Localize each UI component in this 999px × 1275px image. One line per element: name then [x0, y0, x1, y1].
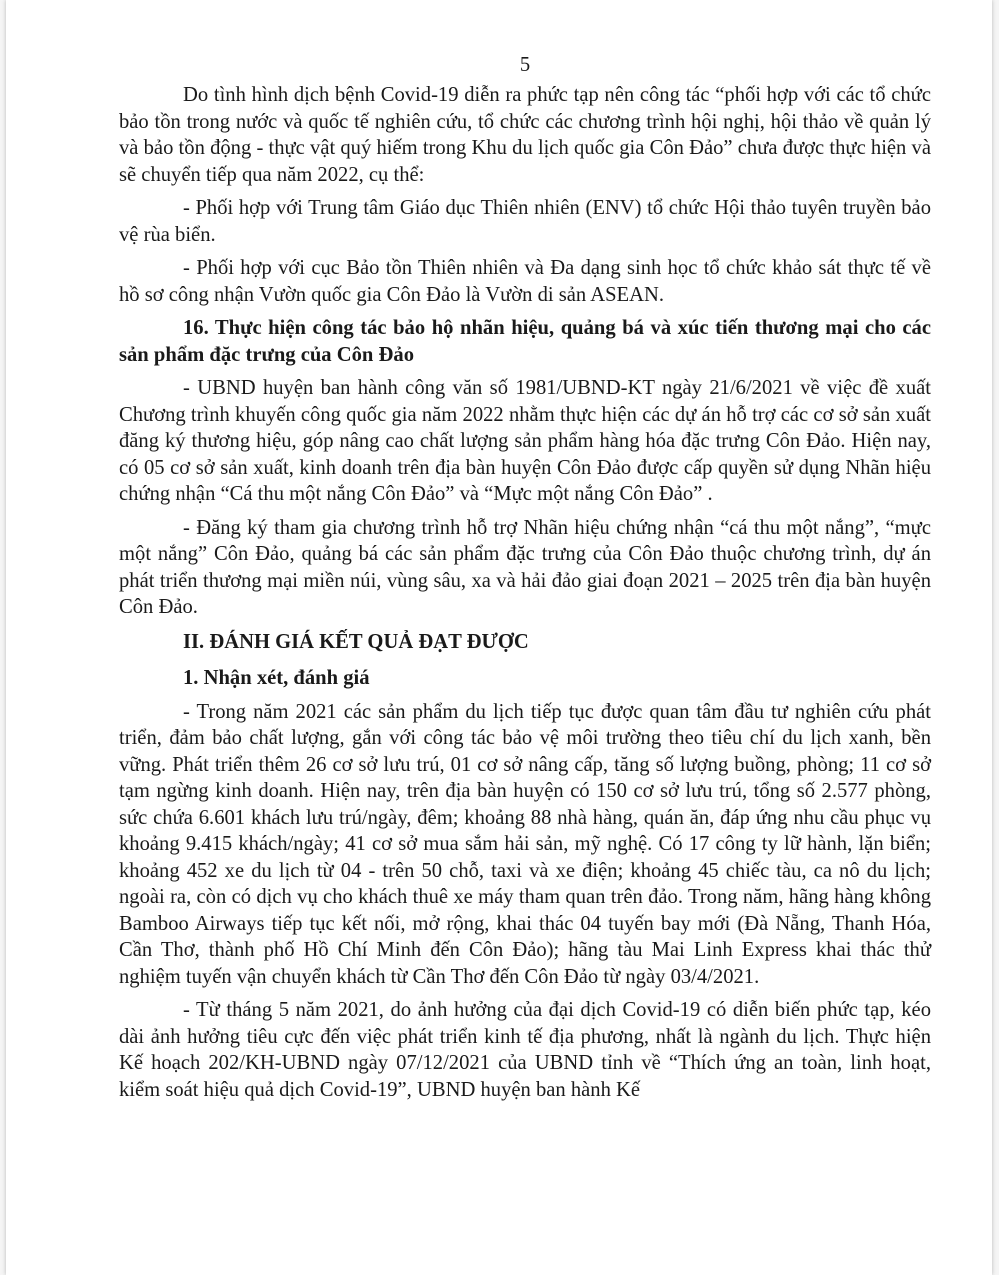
paragraph-tourism-products: - Trong năm 2021 các sản phẩm du lịch tiếp tục được quan tâm đầu tư nghiên cứu phát triển, đảm bảo chất lượng, gắn với công tác bảo vệ môi trường theo tiêu chí du lịch xanh, bền vững. Phát triển thêm 26 cơ sở lưu trú, 01 cơ sở nâng cấp, tăng số lượng buồng, phòng; 11 cơ sở tạm ngừng kinh doanh. Hiện nay, trên địa bàn huyện có 150 cơ sở lưu trú, tổng số 2.577 phòng, sức chứa 6.601 khách lưu trú/ngày, đêm; khoảng 88 nhà hàng, quán ăn, đáp ứng nhu cầu phục vụ khoảng 9.415 khách/ngày; 41 cơ sở mua sắm hải sản, mỹ nghệ. Có 17 công ty lữ hành, lặn biển; khoảng 452 xe du lịch từ 04 - trên 50 chỗ, taxi và xe điện; khoảng 45 chiếc tàu, ca nô du lịch; ngoài ra, còn có dịch vụ cho khách thuê xe máy tham quan trên đảo. Trong năm, hãng hàng không Bamboo Airways tiếp tục kết nối, mở rộng, khai thác 04 tuyến bay mới (Đà Nẵng, Thanh Hóa, Cần Thơ, thành phố Hồ Chí Minh đến Côn Đảo); hãng tàu Mai Linh Express khai thác thử nghiệm tuyến vận chuyển khách từ Cần Thơ đến Côn Đảo từ ngày 03/4/2021.: [119, 700, 931, 988]
paragraph-env-workshop: - Phối hợp với Trung tâm Giáo dục Thiên nhiên (ENV) tổ chức Hội thảo tuyên truyền bảo vệ rùa biển.: [119, 197, 931, 246]
page-number: 5: [519, 54, 531, 76]
document-page: [6, 0, 992, 1275]
paragraph-covid-intro: Do tình hình dịch bệnh Covid-19 diễn ra phức tạp nên công tác “phối hợp với các tổ chức bảo tồn trong nước và quốc tế nghiên cứu, tổ chức các chương trình hội nghị, hội thảo về quản lý và bảo tồn động - thực vật quý hiếm trong Khu du lịch quốc gia Côn Đảo” chưa được thực hiện và sẽ chuyển tiếp qua năm 2022, cụ thể:: [119, 84, 931, 186]
page-content: [119, 52, 931, 1110]
paragraph-trademark-program: - UBND huyện ban hành công văn số 1981/UBND-KT ngày 21/6/2021 về việc đề xuất Chương trình khuyến công quốc gia năm 2022 nhằm thực hiện các dự án hỗ trợ các cơ sở sản xuất đăng ký thương hiệu, góp nâng cao chất lượng sản phẩm hàng hóa đặc trưng Côn Đảo. Hiện nay, có 05 cơ sở sản xuất, kinh doanh trên địa bàn huyện Côn Đảo được cấp quyền sử dụng Nhãn hiệu chứng nhận “Cá thu một nắng Côn Đảo” và “Mực một nắng Côn Đảo” .: [119, 377, 931, 505]
paragraph-asean-heritage: - Phối hợp với cục Bảo tồn Thiên nhiên và Đa dạng sinh học tổ chức khảo sát thực tế về hồ sơ công nhận Vườn quốc gia Côn Đảo là Vườn di sản ASEAN.: [119, 257, 931, 306]
section-ii-heading: II. ĐÁNH GIÁ KẾT QUẢ ĐẠT ĐƯỢC: [183, 630, 529, 653]
subsection-1-heading: 1. Nhận xét, đánh giá: [183, 667, 370, 689]
section-16-heading: 16. Thực hiện công tác bảo hộ nhãn hiệu, quảng bá và xúc tiến thương mại cho các sản phẩm đặc trưng của Côn Đảo: [119, 317, 931, 366]
paragraph-covid-impact: - Từ tháng 5 năm 2021, do ảnh hưởng của đại dịch Covid-19 có diễn biến phức tạp, kéo dài ảnh hưởng tiêu cực đến việc phát triển kinh tế địa phương, nhất là ngành du lịch. Thực hiện Kế hoạch 202/KH-UBND ngày 07/12/2021 của UBND tỉnh về “Thích ứng an toàn, linh hoạt, kiểm soát hiệu quả dịch Covid-19”, UBND huyện ban hành Kế: [119, 999, 931, 1101]
paragraph-trademark-registration: - Đăng ký tham gia chương trình hỗ trợ Nhãn hiệu chứng nhận “cá thu một nắng”, “mực một nắng” Côn Đảo, quảng bá các sản phẩm đặc trưng của Côn Đảo thuộc chương trình, dự án phát triển thương mại miền núi, vùng sâu, xa và hải đảo giai đoạn 2021 – 2025 trên địa bàn huyện Côn Đảo.: [119, 516, 931, 618]
